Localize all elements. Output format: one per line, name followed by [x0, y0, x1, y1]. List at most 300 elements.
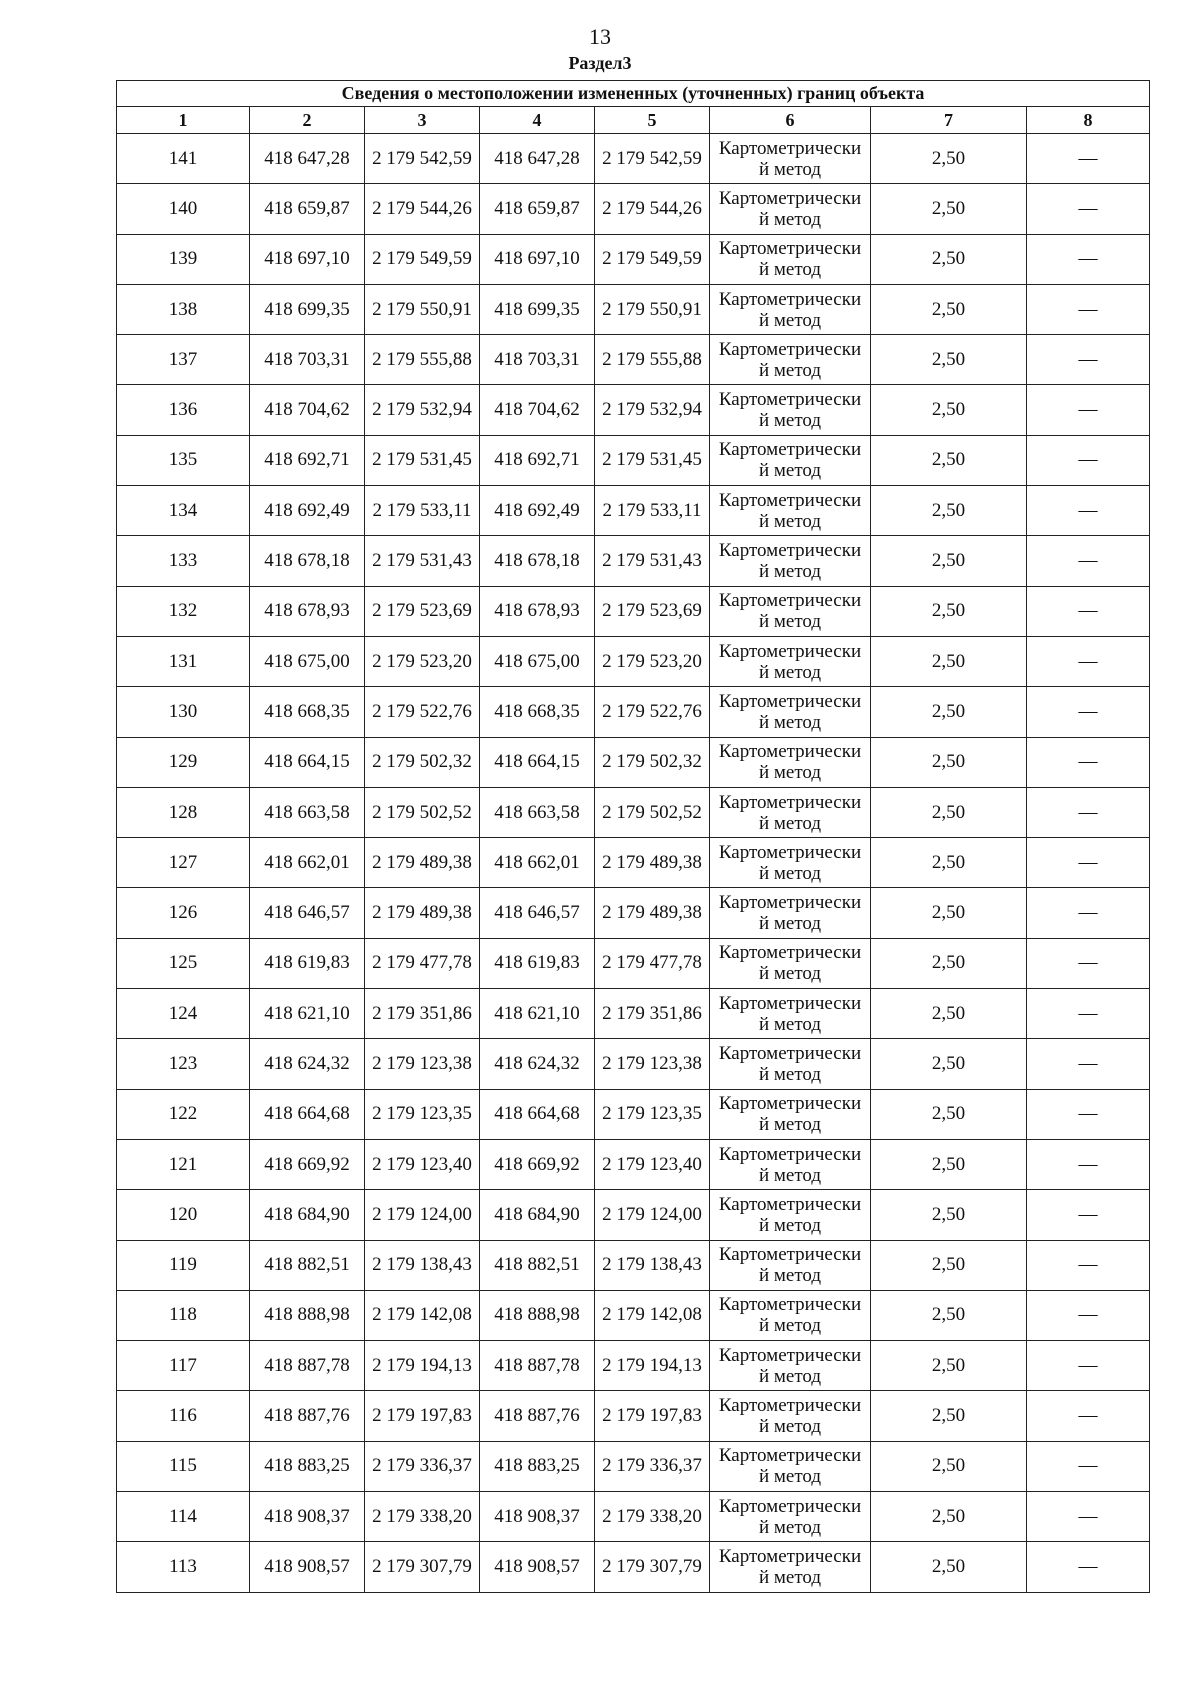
- method-cell: [710, 1542, 871, 1592]
- x-coordinate-cell: 418 659,87: [250, 184, 365, 234]
- y-refined-cell: 2 179 523,20: [595, 636, 710, 686]
- y-refined-cell: 2 179 477,78: [595, 938, 710, 988]
- column-number: 1: [117, 107, 250, 134]
- note-cell: —: [1027, 1441, 1150, 1491]
- x-refined-cell: 418 659,87: [480, 184, 595, 234]
- point-number-cell: 122: [117, 1089, 250, 1139]
- y-coordinate-cell: 2 179 123,35: [365, 1089, 480, 1139]
- method-line-2: й метод: [758, 711, 822, 733]
- x-coordinate-cell: 418 887,76: [250, 1391, 365, 1441]
- method-line-2: й метод: [758, 1164, 822, 1186]
- table-row: [117, 1039, 1150, 1089]
- method-line-2: й метод: [758, 208, 822, 230]
- method-line-1: Картометрически: [718, 590, 862, 612]
- y-refined-cell: 2 179 124,00: [595, 1190, 710, 1240]
- x-coordinate-cell: 418 887,78: [250, 1341, 365, 1391]
- accuracy-cell: 2,50: [871, 486, 1027, 536]
- method-line-2: й метод: [758, 460, 822, 482]
- y-coordinate-cell: 2 179 523,20: [365, 636, 480, 686]
- point-number-cell: 114: [117, 1492, 250, 1542]
- y-refined-cell: 2 179 502,32: [595, 737, 710, 787]
- method-line-2: й метод: [758, 158, 822, 180]
- y-coordinate-cell: 2 179 549,59: [365, 234, 480, 284]
- method-line-1: Картометрически: [718, 1042, 862, 1064]
- accuracy-cell: 2,50: [871, 1492, 1027, 1542]
- y-refined-cell: 2 179 489,38: [595, 838, 710, 888]
- accuracy-cell: 2,50: [871, 1039, 1027, 1089]
- point-number-cell: 125: [117, 938, 250, 988]
- x-refined-cell: 418 678,18: [480, 536, 595, 586]
- table-row: [117, 184, 1150, 234]
- x-coordinate-cell: 418 662,01: [250, 838, 365, 888]
- y-coordinate-cell: 2 179 523,69: [365, 586, 480, 636]
- method-line-1: Картометрически: [718, 1093, 862, 1115]
- boundary-coordinates-table: [116, 80, 1150, 1593]
- table-row: [117, 1139, 1150, 1189]
- x-coordinate-cell: 418 619,83: [250, 938, 365, 988]
- y-coordinate-cell: 2 179 338,20: [365, 1492, 480, 1542]
- method-line-2: й метод: [758, 359, 822, 381]
- y-refined-cell: 2 179 542,59: [595, 134, 710, 184]
- y-refined-cell: 2 179 522,76: [595, 687, 710, 737]
- x-refined-cell: 418 647,28: [480, 134, 595, 184]
- x-refined-cell: 418 621,10: [480, 989, 595, 1039]
- x-coordinate-cell: 418 663,58: [250, 787, 365, 837]
- accuracy-cell: 2,50: [871, 234, 1027, 284]
- y-coordinate-cell: 2 179 124,00: [365, 1190, 480, 1240]
- table-row: [117, 435, 1150, 485]
- point-number-cell: 127: [117, 838, 250, 888]
- x-coordinate-cell: 418 692,49: [250, 486, 365, 536]
- accuracy-cell: 2,50: [871, 1190, 1027, 1240]
- table-row: [117, 787, 1150, 837]
- table-row: [117, 1391, 1150, 1441]
- method-line-2: й метод: [758, 561, 822, 583]
- note-cell: —: [1027, 1039, 1150, 1089]
- x-refined-cell: 418 678,93: [480, 586, 595, 636]
- point-number-cell: 129: [117, 737, 250, 787]
- x-coordinate-cell: 418 697,10: [250, 234, 365, 284]
- method-cell: [710, 586, 871, 636]
- y-refined-cell: 2 179 549,59: [595, 234, 710, 284]
- table-title-row: [117, 81, 1150, 107]
- x-refined-cell: 418 646,57: [480, 888, 595, 938]
- y-refined-cell: 2 179 531,45: [595, 435, 710, 485]
- x-refined-cell: 418 668,35: [480, 687, 595, 737]
- point-number-cell: 135: [117, 435, 250, 485]
- table-row: [117, 636, 1150, 686]
- point-number-cell: 141: [117, 134, 250, 184]
- column-number: 7: [871, 107, 1027, 134]
- table-row: [117, 687, 1150, 737]
- x-coordinate-cell: 418 703,31: [250, 335, 365, 385]
- y-refined-cell: 2 179 544,26: [595, 184, 710, 234]
- table-row: [117, 1441, 1150, 1491]
- y-refined-cell: 2 179 531,43: [595, 536, 710, 586]
- point-number-cell: 134: [117, 486, 250, 536]
- method-line-1: Картометрически: [718, 942, 862, 964]
- method-line-1: Картометрически: [718, 1545, 862, 1567]
- table-row: [117, 1240, 1150, 1290]
- method-line-1: Картометрически: [718, 1294, 862, 1316]
- y-refined-cell: 2 179 138,43: [595, 1240, 710, 1290]
- point-number-cell: 130: [117, 687, 250, 737]
- y-refined-cell: 2 179 523,69: [595, 586, 710, 636]
- y-coordinate-cell: 2 179 544,26: [365, 184, 480, 234]
- x-refined-cell: 418 887,76: [480, 1391, 595, 1441]
- method-line-1: Картометрически: [718, 137, 862, 159]
- note-cell: —: [1027, 536, 1150, 586]
- x-refined-cell: 418 908,57: [480, 1542, 595, 1592]
- accuracy-cell: 2,50: [871, 134, 1027, 184]
- table-row: [117, 1290, 1150, 1340]
- note-cell: —: [1027, 385, 1150, 435]
- method-cell: [710, 1139, 871, 1189]
- y-coordinate-cell: 2 179 489,38: [365, 838, 480, 888]
- y-coordinate-cell: 2 179 533,11: [365, 486, 480, 536]
- y-refined-cell: 2 179 123,38: [595, 1039, 710, 1089]
- y-refined-cell: 2 179 197,83: [595, 1391, 710, 1441]
- table-body: [117, 134, 1150, 1593]
- accuracy-cell: 2,50: [871, 184, 1027, 234]
- accuracy-cell: 2,50: [871, 586, 1027, 636]
- method-line-2: й метод: [758, 1265, 822, 1287]
- column-number: 8: [1027, 107, 1150, 134]
- method-cell: [710, 284, 871, 334]
- method-cell: [710, 1492, 871, 1542]
- point-number-cell: 137: [117, 335, 250, 385]
- method-line-2: й метод: [758, 309, 822, 331]
- accuracy-cell: 2,50: [871, 636, 1027, 686]
- point-number-cell: 121: [117, 1139, 250, 1189]
- table-row: [117, 888, 1150, 938]
- x-coordinate-cell: 418 908,37: [250, 1492, 365, 1542]
- method-line-1: Картометрически: [718, 439, 862, 461]
- x-coordinate-cell: 418 908,57: [250, 1542, 365, 1592]
- method-cell: [710, 234, 871, 284]
- note-cell: —: [1027, 234, 1150, 284]
- method-cell: [710, 1190, 871, 1240]
- table-row: [117, 1542, 1150, 1592]
- method-line-2: й метод: [758, 1516, 822, 1538]
- y-refined-cell: 2 179 142,08: [595, 1290, 710, 1340]
- method-cell: [710, 1089, 871, 1139]
- note-cell: —: [1027, 1492, 1150, 1542]
- method-cell: [710, 184, 871, 234]
- accuracy-cell: 2,50: [871, 1391, 1027, 1441]
- method-line-2: й метод: [758, 913, 822, 935]
- x-refined-cell: 418 883,25: [480, 1441, 595, 1491]
- accuracy-cell: 2,50: [871, 1441, 1027, 1491]
- table-row: [117, 134, 1150, 184]
- x-refined-cell: 418 887,78: [480, 1341, 595, 1391]
- accuracy-cell: 2,50: [871, 1341, 1027, 1391]
- table-row: [117, 536, 1150, 586]
- method-cell: [710, 1391, 871, 1441]
- accuracy-cell: 2,50: [871, 888, 1027, 938]
- point-number-cell: 116: [117, 1391, 250, 1441]
- method-line-1: Картометрически: [718, 1344, 862, 1366]
- accuracy-cell: 2,50: [871, 385, 1027, 435]
- x-coordinate-cell: 418 678,18: [250, 536, 365, 586]
- method-cell: [710, 385, 871, 435]
- method-cell: [710, 636, 871, 686]
- y-refined-cell: 2 179 502,52: [595, 787, 710, 837]
- point-number-cell: 133: [117, 536, 250, 586]
- method-line-2: й метод: [758, 1063, 822, 1085]
- y-coordinate-cell: 2 179 123,38: [365, 1039, 480, 1089]
- y-coordinate-cell: 2 179 550,91: [365, 284, 480, 334]
- table-title: Сведения о местоположении измененных (уточненных) границ объекта: [117, 81, 1150, 107]
- note-cell: —: [1027, 435, 1150, 485]
- x-coordinate-cell: 418 883,25: [250, 1441, 365, 1491]
- table-row: [117, 284, 1150, 334]
- y-coordinate-cell: 2 179 542,59: [365, 134, 480, 184]
- y-coordinate-cell: 2 179 522,76: [365, 687, 480, 737]
- accuracy-cell: 2,50: [871, 335, 1027, 385]
- method-cell: [710, 1441, 871, 1491]
- method-line-1: Картометрически: [718, 892, 862, 914]
- note-cell: —: [1027, 486, 1150, 536]
- x-coordinate-cell: 418 624,32: [250, 1039, 365, 1089]
- accuracy-cell: 2,50: [871, 938, 1027, 988]
- column-number: 3: [365, 107, 480, 134]
- note-cell: —: [1027, 284, 1150, 334]
- method-cell: [710, 787, 871, 837]
- method-line-2: й метод: [758, 259, 822, 281]
- method-line-2: й метод: [758, 1315, 822, 1337]
- y-coordinate-cell: 2 179 477,78: [365, 938, 480, 988]
- note-cell: —: [1027, 737, 1150, 787]
- method-line-1: Картометрически: [718, 540, 862, 562]
- y-coordinate-cell: 2 179 502,32: [365, 737, 480, 787]
- method-cell: [710, 486, 871, 536]
- x-refined-cell: 418 703,31: [480, 335, 595, 385]
- method-line-2: й метод: [758, 1416, 822, 1438]
- x-coordinate-cell: 418 647,28: [250, 134, 365, 184]
- y-coordinate-cell: 2 179 502,52: [365, 787, 480, 837]
- method-cell: [710, 1341, 871, 1391]
- table-row: [117, 234, 1150, 284]
- x-coordinate-cell: 418 678,93: [250, 586, 365, 636]
- y-refined-cell: 2 179 351,86: [595, 989, 710, 1039]
- note-cell: —: [1027, 134, 1150, 184]
- point-number-cell: 124: [117, 989, 250, 1039]
- accuracy-cell: 2,50: [871, 1139, 1027, 1189]
- note-cell: —: [1027, 1240, 1150, 1290]
- method-line-2: й метод: [758, 1214, 822, 1236]
- x-coordinate-cell: 418 646,57: [250, 888, 365, 938]
- x-refined-cell: 418 684,90: [480, 1190, 595, 1240]
- y-coordinate-cell: 2 179 194,13: [365, 1341, 480, 1391]
- x-coordinate-cell: 418 704,62: [250, 385, 365, 435]
- point-number-cell: 138: [117, 284, 250, 334]
- point-number-cell: 120: [117, 1190, 250, 1240]
- method-line-2: й метод: [758, 762, 822, 784]
- y-coordinate-cell: 2 179 307,79: [365, 1542, 480, 1592]
- y-refined-cell: 2 179 307,79: [595, 1542, 710, 1592]
- table-row: [117, 838, 1150, 888]
- point-number-cell: 118: [117, 1290, 250, 1340]
- point-number-cell: 119: [117, 1240, 250, 1290]
- note-cell: —: [1027, 1542, 1150, 1592]
- x-coordinate-cell: 418 668,35: [250, 687, 365, 737]
- point-number-cell: 123: [117, 1039, 250, 1089]
- point-number-cell: 115: [117, 1441, 250, 1491]
- y-refined-cell: 2 179 550,91: [595, 284, 710, 334]
- y-refined-cell: 2 179 489,38: [595, 888, 710, 938]
- note-cell: —: [1027, 335, 1150, 385]
- y-coordinate-cell: 2 179 123,40: [365, 1139, 480, 1189]
- y-coordinate-cell: 2 179 336,37: [365, 1441, 480, 1491]
- accuracy-cell: 2,50: [871, 284, 1027, 334]
- y-coordinate-cell: 2 179 489,38: [365, 888, 480, 938]
- method-line-2: й метод: [758, 510, 822, 532]
- point-number-cell: 117: [117, 1341, 250, 1391]
- method-cell: [710, 838, 871, 888]
- note-cell: —: [1027, 1089, 1150, 1139]
- x-refined-cell: 418 699,35: [480, 284, 595, 334]
- x-refined-cell: 418 704,62: [480, 385, 595, 435]
- y-refined-cell: 2 179 555,88: [595, 335, 710, 385]
- method-cell: [710, 536, 871, 586]
- note-cell: —: [1027, 184, 1150, 234]
- x-coordinate-cell: 418 664,15: [250, 737, 365, 787]
- method-cell: [710, 938, 871, 988]
- table-row: [117, 385, 1150, 435]
- method-line-1: Картометрически: [718, 690, 862, 712]
- table-row: [117, 938, 1150, 988]
- x-refined-cell: 418 697,10: [480, 234, 595, 284]
- y-coordinate-cell: 2 179 142,08: [365, 1290, 480, 1340]
- x-coordinate-cell: 418 684,90: [250, 1190, 365, 1240]
- note-cell: —: [1027, 888, 1150, 938]
- method-line-1: Картометрически: [718, 389, 862, 411]
- x-refined-cell: 418 692,71: [480, 435, 595, 485]
- method-line-2: й метод: [758, 1013, 822, 1035]
- table-row: [117, 1089, 1150, 1139]
- x-refined-cell: 418 669,92: [480, 1139, 595, 1189]
- note-cell: —: [1027, 838, 1150, 888]
- y-refined-cell: 2 179 338,20: [595, 1492, 710, 1542]
- column-number: 6: [710, 107, 871, 134]
- note-cell: —: [1027, 1190, 1150, 1240]
- table-row: [117, 1190, 1150, 1240]
- note-cell: —: [1027, 1290, 1150, 1340]
- x-coordinate-cell: 418 888,98: [250, 1290, 365, 1340]
- x-coordinate-cell: 418 699,35: [250, 284, 365, 334]
- table-row: [117, 1492, 1150, 1542]
- x-refined-cell: 418 675,00: [480, 636, 595, 686]
- x-refined-cell: 418 624,32: [480, 1039, 595, 1089]
- point-number-cell: 113: [117, 1542, 250, 1592]
- x-coordinate-cell: 418 664,68: [250, 1089, 365, 1139]
- method-line-2: й метод: [758, 1466, 822, 1488]
- y-coordinate-cell: 2 179 351,86: [365, 989, 480, 1039]
- method-line-1: Картометрически: [718, 791, 862, 813]
- method-line-2: й метод: [758, 862, 822, 884]
- section-title: Раздел3: [568, 53, 632, 73]
- y-coordinate-cell: 2 179 532,94: [365, 385, 480, 435]
- x-refined-cell: 418 692,49: [480, 486, 595, 536]
- table-row: [117, 335, 1150, 385]
- method-line-1: Картометрически: [718, 992, 862, 1014]
- table-row: [117, 989, 1150, 1039]
- accuracy-cell: 2,50: [871, 1089, 1027, 1139]
- y-refined-cell: 2 179 123,40: [595, 1139, 710, 1189]
- point-number-cell: 128: [117, 787, 250, 837]
- note-cell: —: [1027, 787, 1150, 837]
- method-line-1: Картометрически: [718, 1143, 862, 1165]
- method-cell: [710, 888, 871, 938]
- table-row: [117, 737, 1150, 787]
- x-refined-cell: 418 619,83: [480, 938, 595, 988]
- method-line-1: Картометрически: [718, 741, 862, 763]
- point-number-cell: 136: [117, 385, 250, 435]
- table-row: [117, 1341, 1150, 1391]
- note-cell: —: [1027, 1139, 1150, 1189]
- method-cell: [710, 687, 871, 737]
- x-coordinate-cell: 418 692,71: [250, 435, 365, 485]
- table-row: [117, 486, 1150, 536]
- note-cell: —: [1027, 989, 1150, 1039]
- point-number-cell: 132: [117, 586, 250, 636]
- table-row: [117, 586, 1150, 636]
- accuracy-cell: 2,50: [871, 1290, 1027, 1340]
- method-cell: [710, 989, 871, 1039]
- method-line-1: Картометрически: [718, 238, 862, 260]
- method-cell: [710, 134, 871, 184]
- y-refined-cell: 2 179 533,11: [595, 486, 710, 536]
- y-refined-cell: 2 179 194,13: [595, 1341, 710, 1391]
- method-line-2: й метод: [758, 1365, 822, 1387]
- point-number-cell: 126: [117, 888, 250, 938]
- y-coordinate-cell: 2 179 531,45: [365, 435, 480, 485]
- point-number-cell: 131: [117, 636, 250, 686]
- y-coordinate-cell: 2 179 197,83: [365, 1391, 480, 1441]
- accuracy-cell: 2,50: [871, 989, 1027, 1039]
- x-coordinate-cell: 418 621,10: [250, 989, 365, 1039]
- method-line-1: Картометрически: [718, 1445, 862, 1467]
- accuracy-cell: 2,50: [871, 737, 1027, 787]
- note-cell: —: [1027, 1391, 1150, 1441]
- note-cell: —: [1027, 586, 1150, 636]
- x-refined-cell: 418 888,98: [480, 1290, 595, 1340]
- x-refined-cell: 418 663,58: [480, 787, 595, 837]
- accuracy-cell: 2,50: [871, 838, 1027, 888]
- x-coordinate-cell: 418 669,92: [250, 1139, 365, 1189]
- method-line-2: й метод: [758, 1114, 822, 1136]
- method-line-2: й метод: [758, 1566, 822, 1588]
- y-refined-cell: 2 179 123,35: [595, 1089, 710, 1139]
- method-line-2: й метод: [758, 611, 822, 633]
- method-line-2: й метод: [758, 410, 822, 432]
- accuracy-cell: 2,50: [871, 787, 1027, 837]
- note-cell: —: [1027, 687, 1150, 737]
- method-line-1: Картометрически: [718, 841, 862, 863]
- note-cell: —: [1027, 636, 1150, 686]
- column-number: 2: [250, 107, 365, 134]
- accuracy-cell: 2,50: [871, 435, 1027, 485]
- method-line-2: й метод: [758, 812, 822, 834]
- method-cell: [710, 737, 871, 787]
- method-line-1: Картометрически: [718, 1244, 862, 1266]
- method-line-1: Картометрически: [718, 489, 862, 511]
- column-number-row: [117, 107, 1150, 134]
- method-cell: [710, 1290, 871, 1340]
- method-line-1: Картометрически: [718, 187, 862, 209]
- y-refined-cell: 2 179 532,94: [595, 385, 710, 435]
